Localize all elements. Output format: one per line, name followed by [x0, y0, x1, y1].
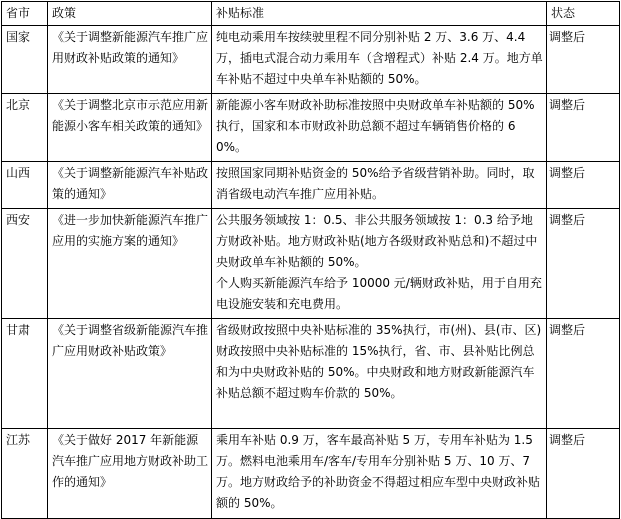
policy-cell: 《进一步加快新能源汽车推广应用的实施方案的通知》 [48, 209, 212, 319]
table-row [2, 429, 620, 519]
table-row [2, 162, 620, 209]
province-cell: 山西 [2, 162, 48, 209]
policy-cell: 《关于调整新能源汽车补贴政策的通知》 [48, 162, 212, 209]
province-cell: 甘肃 [2, 319, 48, 429]
standard-paragraph: 省级财政按照中央补贴标准的 35%执行，市(州)、县(市、区)财政按照中央补贴标准的 15%执行，省、市、县补贴比例总和为中央财政补贴的 50%。中央财政和地方财政新能源汽车补贴总额不超过购车价款的 50%。 [216, 323, 542, 400]
policy-cell: 《关于调整新能源汽车推广应用财政补贴政策的通知》 [48, 26, 212, 94]
table-header-row [2, 2, 620, 26]
table-row [2, 209, 620, 319]
standard-paragraph: 乘用车补贴 0.9 万，客车最高补贴 5 万，专用车补贴为 1.5 万。燃料电池乘用车/客车/专用车分别补贴 5 万、10 万、7 万。地方财政给予的补助资金不得超过相应车型中央财政补贴额的 50%。 [216, 433, 541, 510]
header-status: 状态 [547, 2, 620, 26]
province-cell: 江苏 [2, 429, 48, 519]
status-cell: 调整后 [547, 26, 620, 94]
policy-cell: 《关于调整省级新能源汽车推广应用财政补贴政策》 [48, 319, 212, 429]
policy-cell: 《关于调整北京市示范应用新能源小客车相关政策的通知》 [48, 94, 212, 162]
standard-cell [212, 94, 547, 162]
table-row [2, 94, 620, 162]
header-policy: 政策 [48, 2, 212, 26]
header-standard: 补贴标准 [212, 2, 547, 26]
standard-cell [212, 319, 547, 429]
subsidy-policy-table [1, 1, 620, 519]
standard-cell [212, 162, 547, 209]
policy-cell: 《关于做好 2017 年新能源汽车推广应用地方财政补助工作的通知》 [48, 429, 212, 519]
standard-cell [212, 26, 547, 94]
province-cell: 国家 [2, 26, 48, 94]
standard-paragraph: 公共服务领域按 1：0.5、非公共服务领域按 1：0.3 给予地方财政补贴。地方财政补贴(地方各级财政补贴总和)不超过中央财政单车补贴额的 50%。 [216, 213, 538, 269]
province-cell: 西安 [2, 209, 48, 319]
province-cell: 北京 [2, 94, 48, 162]
standard-paragraph: 个人购买新能源汽车给予 10000 元/辆财政补贴，用于自用充电设施安装和充电费用。 [216, 276, 542, 311]
standard-cell [212, 429, 547, 519]
header-province: 省市 [2, 2, 48, 26]
standard-paragraph: 纯电动乘用车按续驶里程不同分别补贴 2 万、3.6 万、4.4 万，插电式混合动力乘用车（含增程式）补贴 2.4 万。地方单车补贴不超过中央单车补贴额的 50%。 [216, 30, 543, 86]
status-cell: 调整后 [547, 429, 620, 519]
status-cell: 调整后 [547, 94, 620, 162]
standard-paragraph: 按照国家同期补贴资金的 50%给予省级营销补助。同时，取消省级电动汽车推广应用补贴。 [216, 166, 535, 201]
table-row [2, 26, 620, 94]
status-cell: 调整后 [547, 319, 620, 429]
standard-paragraph: 新能源小客车财政补助标准按照中央财政单车补贴额的 50%执行，国家和本市财政补助总额不超过车辆销售价格的 60%。 [216, 98, 535, 154]
standard-cell [212, 209, 547, 319]
status-cell: 调整后 [547, 162, 620, 209]
table-row [2, 319, 620, 429]
status-cell: 调整后 [547, 209, 620, 319]
